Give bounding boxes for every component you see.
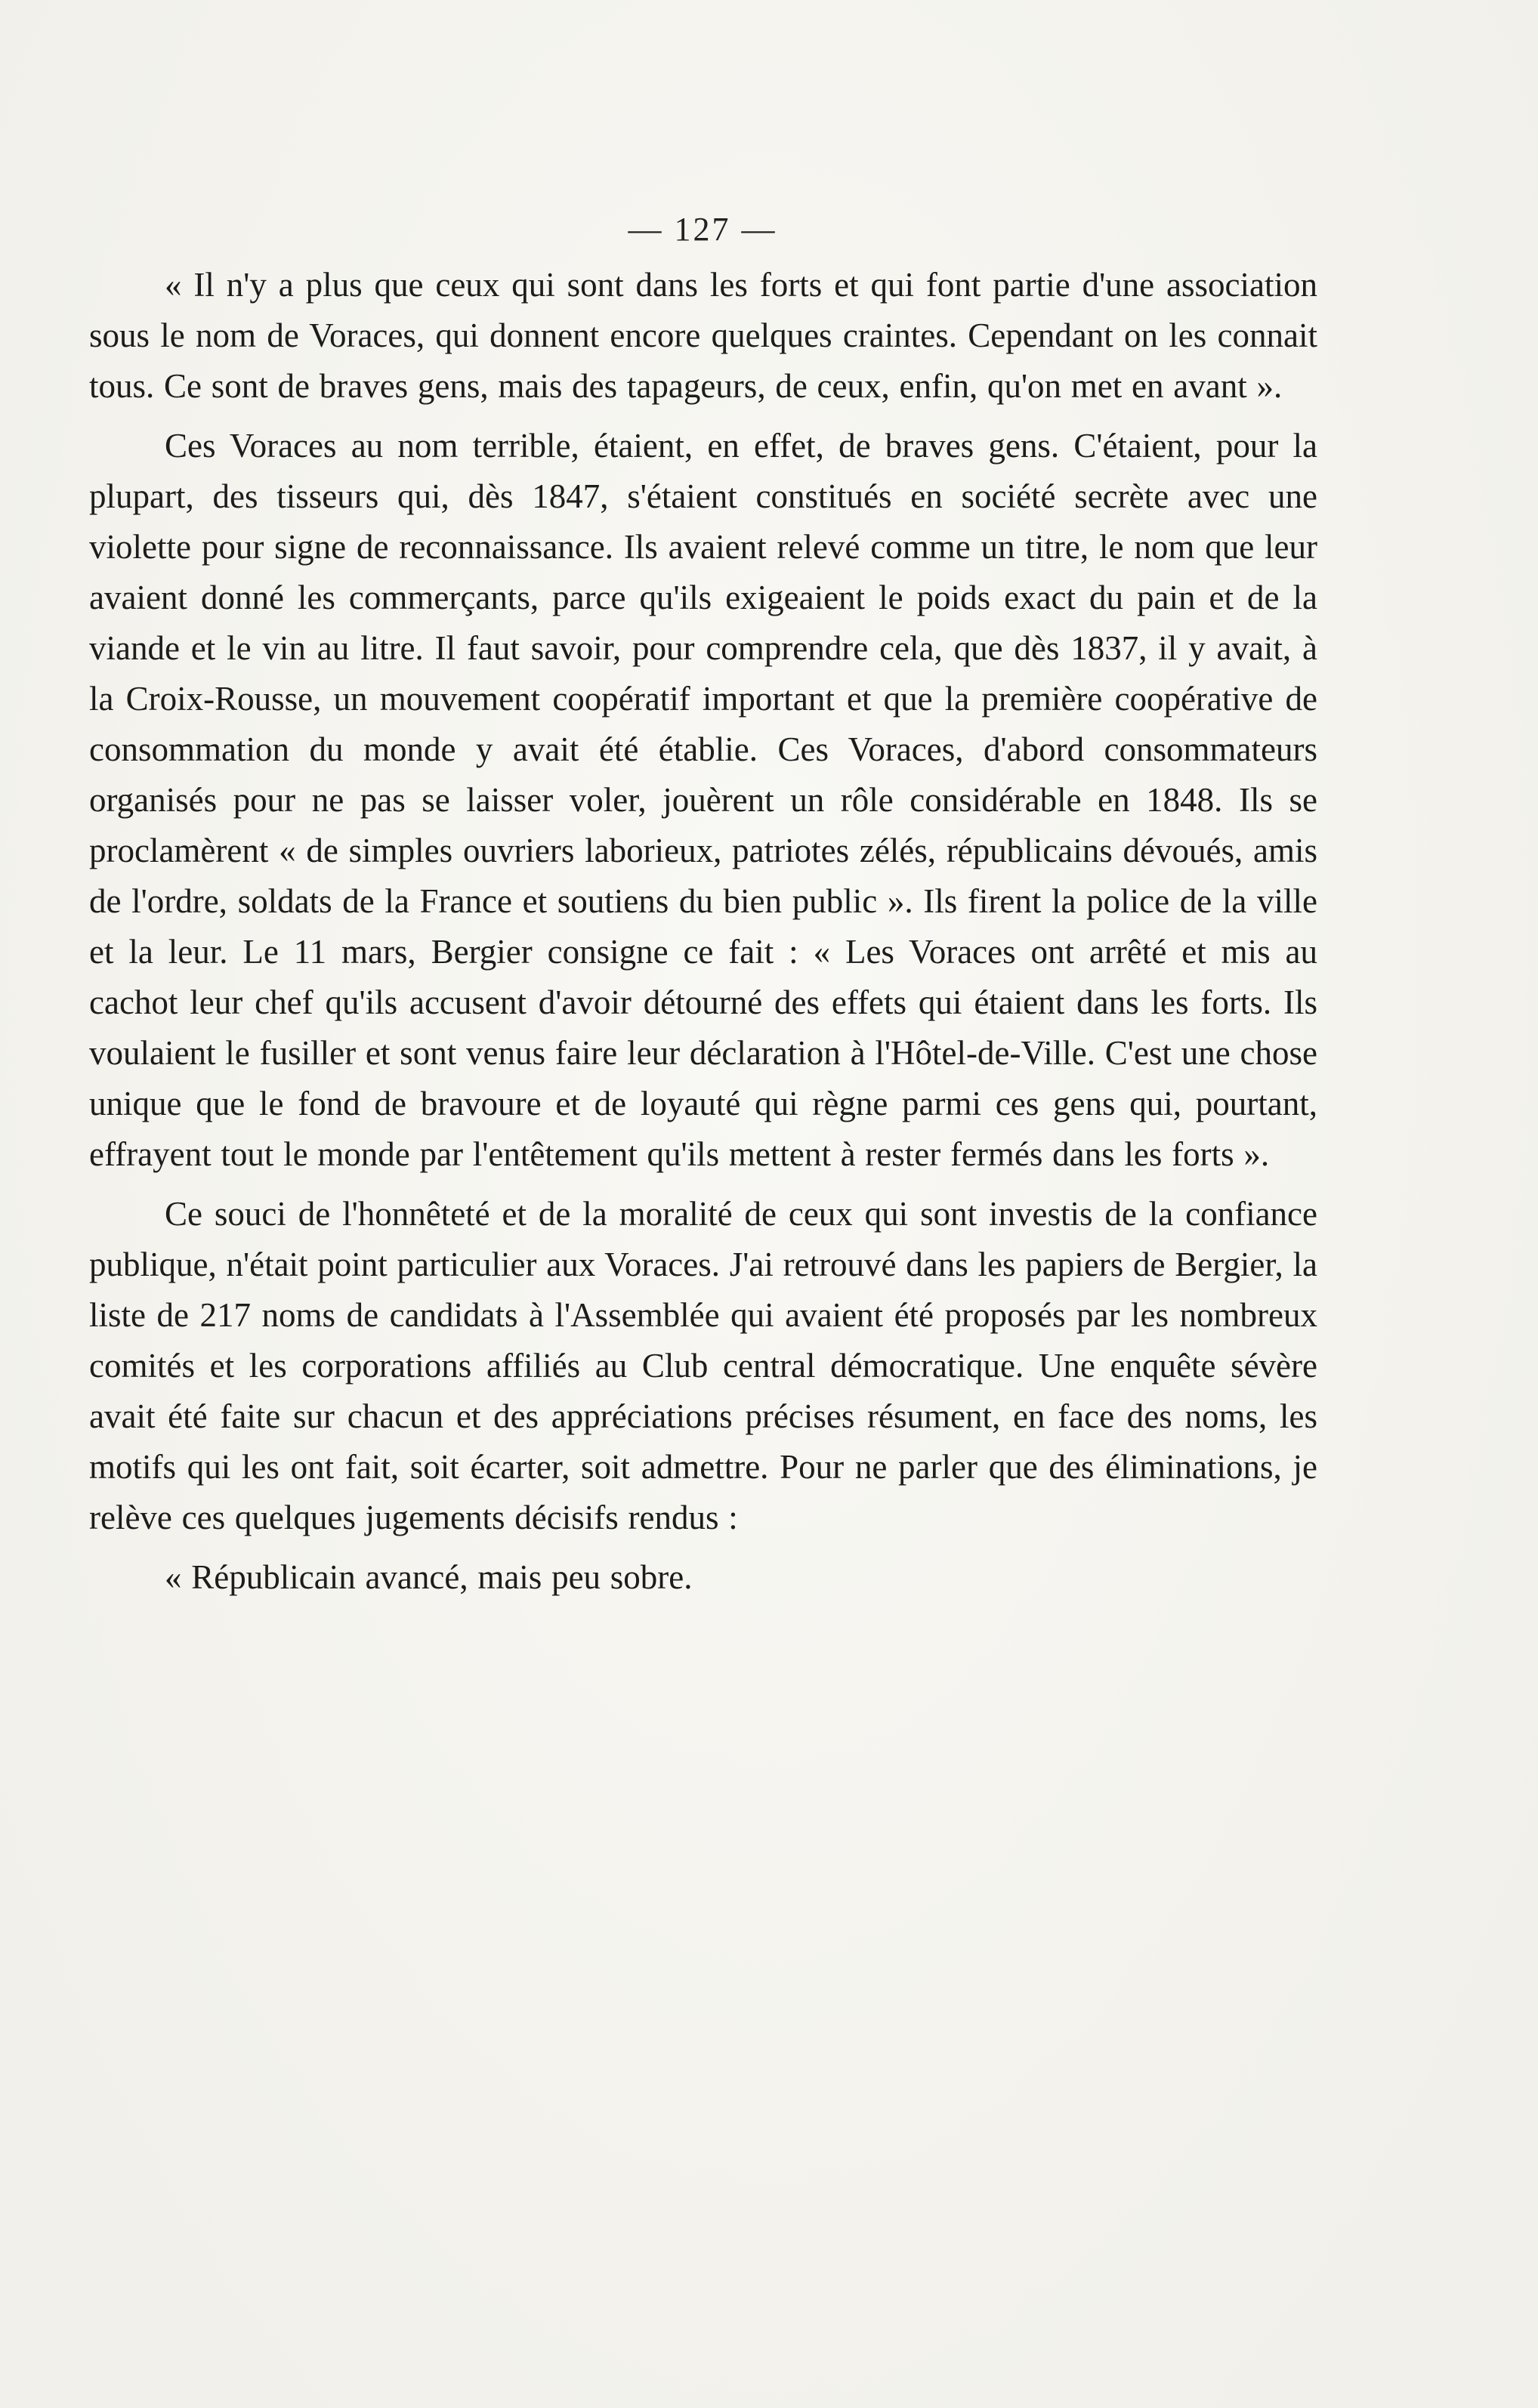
- text-block: [89, 260, 1317, 1603]
- paragraph-opening-quote: « Il n'y a plus que ceux qui sont dans les forts et qui font partie d'une association sous le nom de Voraces, qui donnent encore quelques craintes. Cependant on les connait tous. Ce sont de braves gens, mais des tapageurs, de ceux, enfin, qu'on met en avant ».: [89, 266, 1317, 405]
- page-number: — 127 —: [628, 211, 777, 248]
- paragraph-voraces-history: Ces Voraces au nom terrible, étaient, en effet, de braves gens. C'étaient, pour la plupart, des tisseurs qui, dès 1847, s'étaient constitués en société secrète avec une violette pour signe de reconnaissance. Ils avaient relevé comme un titre, le nom que leur avaient donné les commerçants, parce qu'ils exigeaient le poids exact du pain et de la viande et le vin au litre. Il faut savoir, pour comprendre cela, que dès 1837, il y avait, à la Croix-Rousse, un mouvement coopératif important et que la première coopérative de consommation du monde y avait été établie. Ces Voraces, d'abord consommateurs organisés pour ne pas se laisser voler, jouèrent un rôle considérable en 1848. Ils se proclamèrent « de simples ouvriers laborieux, patriotes zélés, républicains dévoués, amis de l'ordre, soldats de la France et soutiens du bien public ». Ils firent la police de la ville et la leur. Le 11 mars, Bergier consigne ce fait : « Les Voraces ont arrêté et mis au cachot leur chef qu'ils accusent d'avoir détourné des effets qui étaient dans les forts. Ils voulaient le fusiller et sont venus faire leur déclaration à l'Hôtel-de-Ville. C'est une chose unique que le fond de bravoure et de loyauté qui règne parmi ces gens qui, pourtant, effrayent tout le monde par l'entêtement qu'ils mettent à rester fermés dans les forts ».: [89, 427, 1317, 1173]
- paragraph-judgement-quote: « Républicain avancé, mais peu sobre.: [165, 1558, 693, 1596]
- paragraph-candidates-list: Ce souci de l'honnêteté et de la moralité de ceux qui sont investis de la confiance publique, n'était point particulier aux Voraces. J'ai retrouvé dans les papiers de Bergier, la liste de 217 noms de candidats à l'Assemblée qui avaient été proposés par les nombreux comités et les corporations affiliés au Club central démocratique. Une enquête sévère avait été faite sur chacun et des appréciations précises résument, en face des noms, les motifs qui les ont fait, soit écarter, soit admettre. Pour ne parler que des éliminations, je relève ces quelques jugements décisifs rendus :: [89, 1195, 1317, 1536]
